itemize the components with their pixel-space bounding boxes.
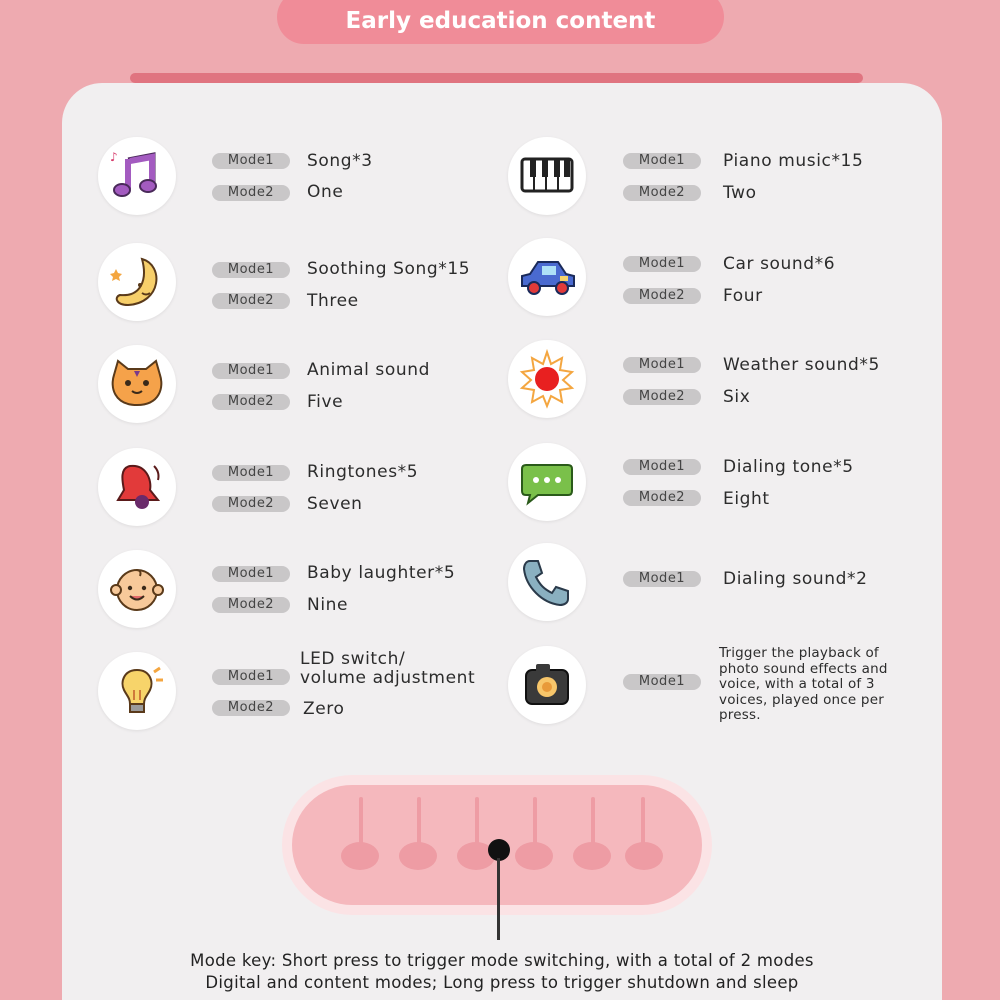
- left-item-5-mode1: Baby laughter*5: [307, 563, 456, 583]
- left-item-2-mode1: Soothing Song*15: [307, 259, 471, 279]
- right-item-1-mode2: Two: [723, 183, 757, 203]
- mode1-tag: Mode1: [623, 459, 701, 475]
- page-title: Early education content: [277, 0, 724, 44]
- svg-text:♪: ♪: [110, 150, 118, 164]
- right-item-2-mode2: Four: [723, 286, 763, 306]
- left-item-5-mode2: Nine: [307, 595, 349, 615]
- left-item-4-mode1: Ringtones*5: [307, 462, 419, 482]
- right-item-4-mode1: Dialing tone*5: [723, 457, 854, 477]
- sun-icon: [508, 340, 586, 418]
- right-item-4-mode2: Eight: [723, 489, 770, 509]
- mode1-tag: Mode1: [212, 363, 290, 379]
- right-item-3-mode1: Weather sound*5: [723, 355, 880, 375]
- right-item-1-mode1: Piano music*15: [723, 151, 864, 171]
- key-button[interactable]: [625, 842, 663, 870]
- left-item-1-mode2: One: [307, 182, 344, 202]
- left-item-3-mode2: Five: [307, 392, 344, 412]
- key-slot: [641, 797, 645, 845]
- chat-bubble-icon: [508, 443, 586, 521]
- left-item-1-mode1: Song*3: [307, 151, 373, 171]
- mode2-tag: Mode2: [212, 700, 290, 716]
- key-slot: [533, 797, 537, 845]
- key-slot: [417, 797, 421, 845]
- phone-icon: [508, 543, 586, 621]
- right-item-3-mode2: Six: [723, 387, 751, 407]
- key-slot: [475, 797, 479, 845]
- mode2-tag: Mode2: [623, 288, 701, 304]
- key-button[interactable]: [573, 842, 611, 870]
- mode2-tag: Mode2: [623, 389, 701, 405]
- mode1-tag: Mode1: [623, 571, 701, 587]
- footer-line-2: Digital and content modes; Long press to trigger shutdown and sleep: [205, 973, 799, 992]
- right-item-5-mode1: Dialing sound*2: [723, 569, 868, 589]
- piano-keys-icon: [508, 137, 586, 215]
- mode2-tag: Mode2: [212, 394, 290, 410]
- left-item-6-mode1: LED switch/ volume adjustment: [300, 649, 476, 688]
- baby-face-icon: [98, 550, 176, 628]
- mode1-tag: Mode1: [212, 262, 290, 278]
- right-item-2-mode1: Car sound*6: [723, 254, 836, 274]
- mode1-tag: Mode1: [212, 566, 290, 582]
- mode1-tag: Mode1: [212, 669, 290, 685]
- footer-line-1: Mode key: Short press to trigger mode switching, with a total of 2 modes: [190, 951, 814, 970]
- key-slot: [591, 797, 595, 845]
- mode1-tag: Mode1: [623, 256, 701, 272]
- camera-icon: [508, 646, 586, 724]
- key-slot: [359, 797, 363, 845]
- bell-icon: [98, 448, 176, 526]
- mode1-tag: Mode1: [212, 153, 290, 169]
- cat-icon: [98, 345, 176, 423]
- music-note-icon: [98, 137, 176, 215]
- left-item-4-mode2: Seven: [307, 494, 363, 514]
- mode-key-description: [62, 950, 942, 994]
- title-divider: [130, 73, 863, 83]
- mode2-tag: Mode2: [212, 185, 290, 201]
- mode1-tag: Mode1: [623, 674, 701, 690]
- moon-icon: [98, 243, 176, 321]
- key-button[interactable]: [341, 842, 379, 870]
- key-button[interactable]: [399, 842, 437, 870]
- mode-key-button[interactable]: [515, 842, 553, 870]
- mode1-tag: Mode1: [212, 465, 290, 481]
- mode2-tag: Mode2: [212, 597, 290, 613]
- left-item-3-mode1: Animal sound: [307, 360, 431, 380]
- left-item-6-mode2: Zero: [303, 699, 345, 719]
- mode2-tag: Mode2: [623, 185, 701, 201]
- mode2-tag: Mode2: [212, 496, 290, 512]
- mode-key-pointer-line: [497, 858, 500, 940]
- car-icon: [508, 238, 586, 316]
- mode1-tag: Mode1: [623, 153, 701, 169]
- mode2-tag: Mode2: [623, 490, 701, 506]
- light-bulb-icon: [98, 652, 176, 730]
- mode1-tag: Mode1: [623, 357, 701, 373]
- mode2-tag: Mode2: [212, 293, 290, 309]
- right-item-6-mode1: Trigger the playback of photo sound effects and voice, with a total of 3 voices, played once per press.: [719, 645, 888, 723]
- left-item-2-mode2: Three: [307, 291, 359, 311]
